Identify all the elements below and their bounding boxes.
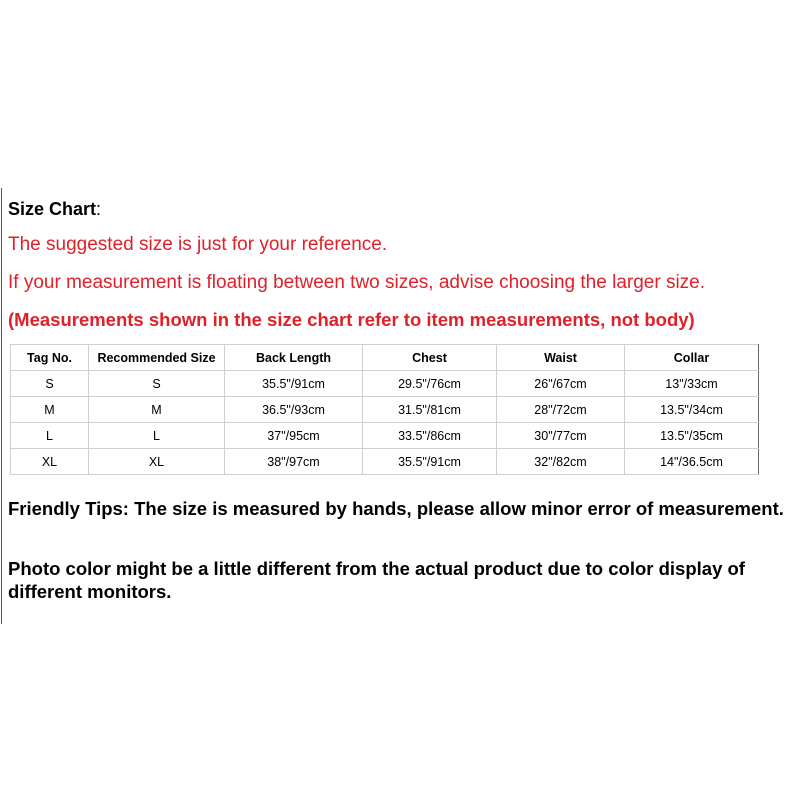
cell-tag-no: M [11,397,89,423]
table-row [11,423,759,449]
table-row [11,449,759,475]
table-header-row [11,345,759,371]
size-chart-title-text: Size Chart [8,199,97,219]
measurement-disclaimer: (Measurements shown in the size chart refer to item measurements, not body) [8,309,695,330]
cell-waist: 28"/72cm [497,397,625,423]
cell-recommended-size: M [89,397,225,423]
cell-recommended-size: XL [89,449,225,475]
table-row [11,371,759,397]
reference-note: The suggested size is just for your reference. [8,234,388,255]
header-tag-no: Tag No. [11,345,89,371]
cell-tag-no: L [11,423,89,449]
larger-size-advice: If your measurement is floating between two sizes, advise choosing the larger size. [8,272,706,293]
cell-recommended-size: S [89,371,225,397]
header-collar: Collar [625,345,759,371]
size-chart-title-colon: : [96,199,102,219]
cell-tag-no: XL [11,449,89,475]
cell-chest: 31.5"/81cm [363,397,497,423]
photo-color-note: Photo color might be a little different from the actual product due to color display of different monitors. [8,558,745,602]
cell-collar: 13"/33cm [625,371,759,397]
cell-recommended-size: L [89,423,225,449]
cell-collar: 13.5"/35cm [625,423,759,449]
cell-back-length: 38"/97cm [225,449,363,475]
cell-waist: 30"/77cm [497,423,625,449]
header-back-length: Back Length [225,345,363,371]
size-table [10,344,759,475]
cell-back-length: 36.5"/93cm [225,397,363,423]
left-divider [1,188,2,624]
cell-tag-no: S [11,371,89,397]
cell-chest: 35.5"/91cm [363,449,497,475]
cell-chest: 33.5"/86cm [363,423,497,449]
cell-chest: 29.5"/76cm [363,371,497,397]
cell-back-length: 35.5"/91cm [225,371,363,397]
cell-collar: 14"/36.5cm [625,449,759,475]
table-row [11,397,759,423]
cell-back-length: 37"/95cm [225,423,363,449]
cell-collar: 13.5"/34cm [625,397,759,423]
cell-waist: 26"/67cm [497,371,625,397]
size-chart-title [8,197,101,221]
friendly-tip-measurement: Friendly Tips: The size is measured by hands, please allow minor error of measurement. [8,498,784,519]
cell-waist: 32"/82cm [497,449,625,475]
header-chest: Chest [363,345,497,371]
header-recommended-size: Recommended Size [89,345,225,371]
header-waist: Waist [497,345,625,371]
